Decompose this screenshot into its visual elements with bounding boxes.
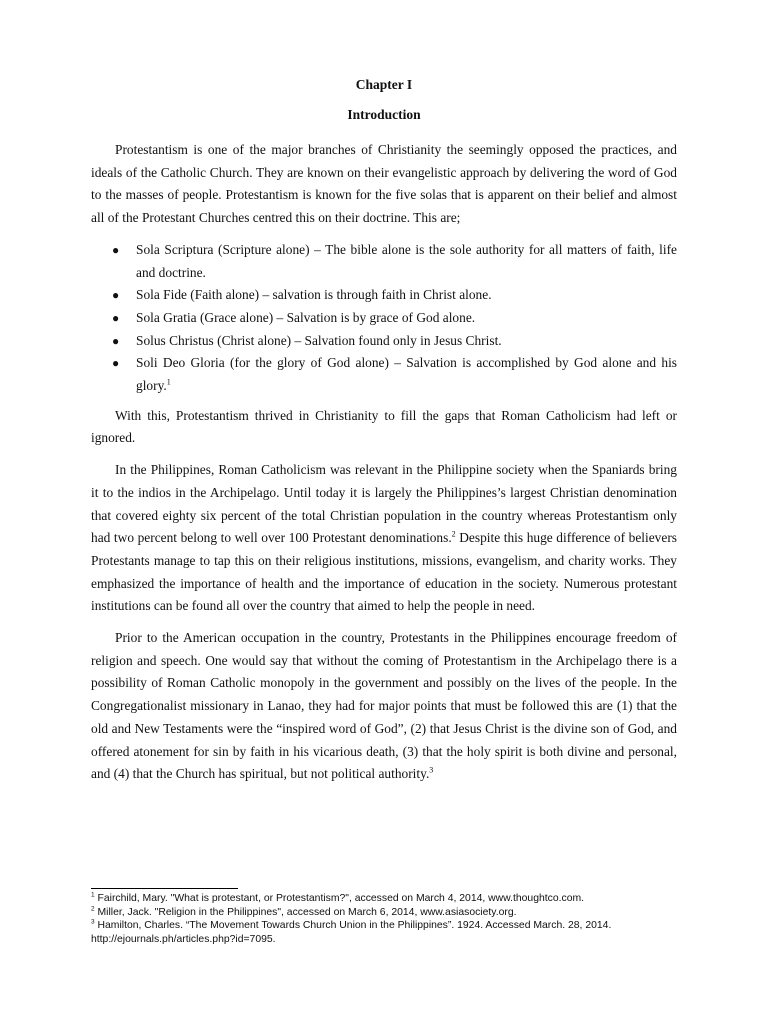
paragraph-2: In the Philippines, Roman Catholicism was relevant in the Philippine society when the Spaniards bring it to the indios in the Archipelago. Until today it is largely the Philippines’s largest Christian denomination that covered eighty six percent of the total Christian population in the country whereas Protestantism only had two percent belong to well over 100 Protestant denominations.$^2$ Despite this huge difference of believers Protestants manage to tap this on their religious institutions, missions, evangelism, and charity works. They emphasized the importance of health and the importance of education in the society. Numerous protestant institutions can be found all over the country that aimed to help the people in need.: [91, 462, 677, 614]
body-text: [91, 139, 677, 795]
footnote-ref[interactable]: 3: [429, 765, 434, 775]
footnotes: [91, 892, 681, 946]
intro-paragraph: Protestantism is one of the major branches of Christianity the seemingly opposed the practices, and ideals of the Catholic Church. They are known on their evangelistic approach by delivering the word of God to the masses of people. Protestantism is known for the five solas that is apparent on their belief and almost all of the Protestant Churches centred this on their doctrine. This are;: [91, 142, 677, 226]
list-item: ● Sola Scriptura (Scripture alone) – The bible alone is the sole authority for all matters of faith, life and doctrine.: [91, 239, 677, 284]
list-item: ● Soli Deo Gloria (for the glory of God alone) – Salvation is accomplished by God alone and his glory.$^1$: [91, 352, 677, 397]
paragraph-1: With this, Protestantism thrived in Christianity to fill the gaps that Roman Catholicism had left or ignored.: [91, 407, 677, 446]
bullet-icon: ●: [112, 310, 120, 325]
bullet-icon: ●: [112, 333, 120, 348]
footnote: $^2$ Miller, Jack. "Religion in the Philippines", accessed on March 6, 2014, www.asiasociety.org.: [91, 905, 517, 918]
solas-list: [91, 239, 677, 398]
list-item: ● Sola Gratia (Grace alone) – Salvation is by grace of God alone.: [91, 307, 677, 330]
footnote-divider: [91, 888, 238, 889]
list-item: ● Solus Christus (Christ alone) – Salvation found only in Jesus Christ.: [91, 330, 677, 353]
footnote-ref[interactable]: 1: [166, 377, 171, 387]
footnote-continuation[interactable]: http://ejournals.ph/articles.php?id=7095.: [91, 933, 276, 945]
chapter-heading: Chapter I: [355, 77, 413, 92]
footnote: $^1$ Fairchild, Mary. "What is protestant, or Protestantism?", accessed on March 4, 2014, www.thoughtco.com.: [91, 891, 585, 904]
footnote-ref[interactable]: 2: [451, 529, 456, 539]
list-item: ● Sola Fide (Faith alone) – salvation is through faith in Christ alone.: [91, 284, 677, 307]
section-title: Introduction: [347, 107, 421, 122]
bullet-icon: ●: [112, 288, 120, 303]
bullet-icon: ●: [112, 356, 120, 371]
footnote: $^3$ Hamilton, Charles. “The Movement Towards Church Union in the Philippines”. 1924. Accessed March. 28, 2014.: [91, 918, 612, 932]
bullet-icon: ●: [112, 242, 120, 257]
paragraph-3: Prior to the American occupation in the country, Protestants in the Philippines encourage freedom of religion and speech. One would say that without the coming of Protestantism in the Archipelago there is a possibility of Roman Catholic monopoly in the government and possibly on the lives of the people. In the Congregationalist missionary in Lanao, they had for major points that must be followed this are (1) that the old and New Testaments were the “inspired word of God”, (2) that Jesus Christ is the divine son of God, and offered atonement for sin by faith in his vicarious death, (3) that the holy spirit is both divine and personal, and (4) that the Church has spiritual, but not political authority.$^3$: [91, 630, 677, 782]
